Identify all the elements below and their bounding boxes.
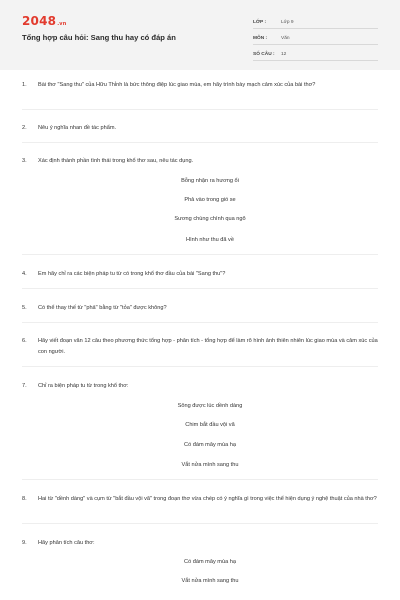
question-text: Chỉ ra biện pháp tu từ trong khổ thơ: <box>38 382 129 389</box>
meta-row-subject <box>253 31 378 45</box>
question-text: Hãy phân tích câu thơ: <box>38 539 95 546</box>
question-number: 9. <box>22 540 27 546</box>
question-number: 6. <box>22 338 27 344</box>
question-number: 1. <box>22 82 27 88</box>
meta-label: SỐ CÂU : <box>253 52 275 57</box>
logo-main: 2048 <box>22 14 57 28</box>
site-logo[interactable] <box>22 14 67 28</box>
divider <box>22 322 378 323</box>
question-item <box>22 383 382 392</box>
question-number: 3. <box>22 158 27 164</box>
poem-line: Vắt nửa mình sang thu <box>181 578 239 584</box>
question-item <box>22 158 382 167</box>
question-item <box>22 305 382 314</box>
question-text: Em hãy chỉ ra các biện pháp tu từ có trong khổ thơ đầu của bài "Sang thu"? <box>38 270 226 277</box>
question-text: Hãy viết đoạn văn 12 câu theo phương thức tổng hợp - phân tích - tổng hợp để làm rõ hình ảnh thiên nhiên lúc giao mùa và cảm xúc của con người. <box>38 337 378 355</box>
meta-value: Lớp 9 <box>281 20 294 25</box>
meta-row-class <box>253 15 378 29</box>
poem-line: Phả vào trong gió se <box>184 197 236 203</box>
meta-row-count <box>253 47 378 61</box>
question-list <box>0 70 400 600</box>
question-item <box>22 125 382 134</box>
poem-line: Có đám mây mùa hạ <box>184 559 236 565</box>
question-number: 8. <box>22 496 27 502</box>
poem-line: Sương chùng chình qua ngõ <box>174 216 246 222</box>
document-meta <box>253 15 378 61</box>
question-text: Bài thơ "Sang thu" của Hữu Thỉnh là bức thông điệp lúc giao mùa, em hãy trình bày mạch cảm xúc của bài thơ? <box>38 81 316 88</box>
question-item <box>22 338 382 358</box>
poem-line: Bỗng nhận ra hương ổi <box>181 178 239 184</box>
divider <box>22 254 378 255</box>
question-number: 2. <box>22 125 27 131</box>
question-text: Xác định thành phần tình thái trong khổ thơ sau, nêu tác dụng. <box>38 157 194 164</box>
poem-line: Hình như thu đã về <box>186 237 234 243</box>
poem-line: Vắt nửa mình sang thu <box>181 462 239 468</box>
question-item <box>22 82 382 91</box>
poem-line: Chim bắt đầu vội vã <box>185 422 235 428</box>
divider <box>22 366 378 367</box>
question-text: Có thể thay thế từ "phả" bằng từ "tỏa" được không? <box>38 304 167 311</box>
meta-label: LỚP : <box>253 20 267 25</box>
divider <box>22 479 378 480</box>
poem-line: Sông được lúc dềnh dàng <box>177 403 243 409</box>
meta-value: Văn <box>281 36 290 41</box>
question-text: Nêu ý nghĩa nhan đề tác phẩm. <box>38 124 117 131</box>
divider <box>22 142 378 143</box>
divider <box>22 109 378 110</box>
document-title: Tổng hợp câu hỏi: Sang thu hay có đáp án <box>22 33 176 42</box>
question-item <box>22 271 382 280</box>
question-number: 4. <box>22 271 27 277</box>
document-header <box>0 0 400 70</box>
divider <box>22 288 378 289</box>
question-item <box>22 496 382 505</box>
question-number: 7. <box>22 383 27 389</box>
meta-label: MÔN : <box>253 36 268 41</box>
divider <box>22 523 378 524</box>
question-item <box>22 540 382 549</box>
question-number: 5. <box>22 305 27 311</box>
poem-line: Có đám mây mùa hạ <box>184 442 236 448</box>
question-text: Hai từ "dềnh dàng" và cụm từ "bắt đầu vội vã" trong đoạn thơ vừa chép có ý nghĩa gì trong việc thể hiện dụng ý nghệ thuật của nhà thơ? <box>38 495 377 502</box>
meta-value: 12 <box>281 52 287 57</box>
logo-suffix: .vn <box>57 21 67 27</box>
